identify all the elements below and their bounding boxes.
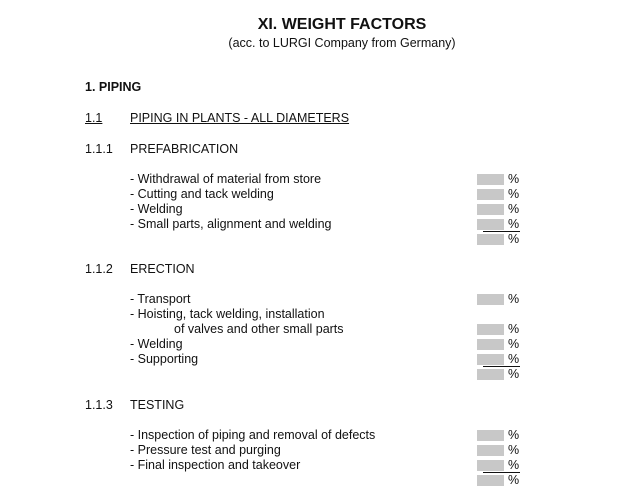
list-item: - Pressure test and purging [130, 443, 281, 457]
percent-sign: % [508, 292, 520, 306]
list-item: - Cutting and tack welding [130, 187, 274, 201]
percent-sign: % [508, 337, 520, 351]
percent-sign: % [508, 473, 520, 487]
percent-input-box[interactable] [477, 324, 504, 335]
percent-sign: % [508, 352, 520, 366]
percent-input-box[interactable] [477, 460, 504, 471]
percent-sign: % [508, 232, 520, 246]
percent-input-box[interactable] [477, 204, 504, 215]
percent-sign: % [508, 172, 520, 186]
group-title-prefabrication: PREFABRICATION [130, 142, 239, 156]
percent-input-box[interactable] [477, 189, 504, 200]
subsection-title: PIPING IN PLANTS - ALL DIAMETERS [130, 111, 350, 125]
list-item: - Welding [130, 202, 183, 216]
percent-total-box[interactable] [477, 475, 504, 486]
list-item: - Inspection of piping and removal of defects [130, 428, 376, 442]
list-item: - Final inspection and takeover [130, 458, 301, 472]
subsection-number: 1.1 [85, 111, 103, 125]
percent-sign: % [508, 217, 520, 231]
percent-sign: % [508, 428, 520, 442]
page-title: XI. WEIGHT FACTORS [257, 16, 427, 33]
percent-total-box[interactable] [477, 234, 504, 245]
list-item: - Transport [130, 292, 191, 306]
list-item: - Hoisting, tack welding, installation [130, 307, 325, 321]
percent-input-box[interactable] [477, 430, 504, 441]
percent-sign: % [508, 443, 520, 457]
percent-input-box[interactable] [477, 219, 504, 230]
group-number-erection: 1.1.2 [85, 262, 113, 276]
list-item-continuation: of valves and other small parts [174, 322, 344, 336]
percent-input-box[interactable] [477, 339, 504, 350]
percent-total-box[interactable] [477, 369, 504, 380]
group-number-prefabrication: 1.1.1 [85, 142, 113, 156]
percent-input-box[interactable] [477, 294, 504, 305]
percent-sign: % [508, 367, 520, 381]
list-item: - Welding [130, 337, 183, 351]
list-item: - Supporting [130, 352, 199, 366]
section-heading: 1. PIPING [85, 80, 142, 94]
percent-sign: % [508, 458, 520, 472]
list-item: - Small parts, alignment and welding [130, 217, 332, 231]
percent-input-box[interactable] [477, 445, 504, 456]
percent-sign: % [508, 202, 520, 216]
group-number-testing: 1.1.3 [85, 398, 113, 412]
percent-input-box[interactable] [477, 174, 504, 185]
percent-sign: % [508, 322, 520, 336]
group-title-erection: ERECTION [130, 262, 195, 276]
page-subtitle: (acc. to LURGI Company from Germany) [228, 36, 456, 50]
percent-input-box[interactable] [477, 354, 504, 365]
list-item: - Withdrawal of material from store [130, 172, 322, 186]
percent-sign: % [508, 187, 520, 201]
group-title-testing: TESTING [130, 398, 185, 412]
